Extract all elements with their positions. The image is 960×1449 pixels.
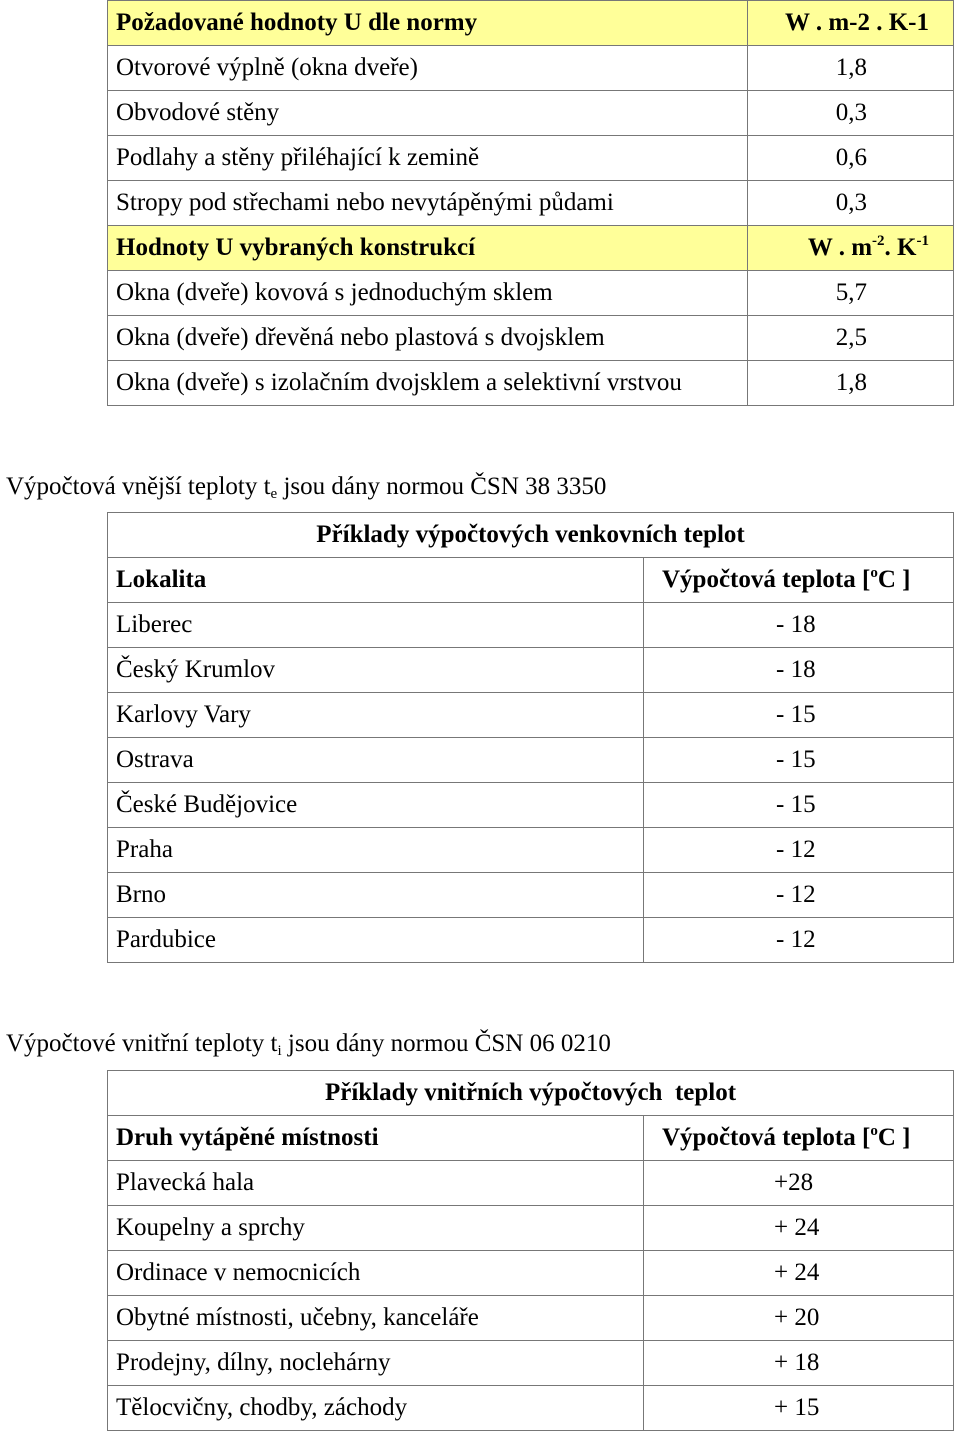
row-value: 0,6: [748, 136, 954, 181]
temperature-value: - 12: [644, 828, 954, 873]
table-row: [108, 873, 954, 918]
column-header-temperature: Výpočtová teplota [$^o$C ]: [644, 558, 954, 603]
row-label: Otvorové výplně (okna dveře): [108, 46, 748, 91]
table-row: [108, 271, 954, 316]
room-type: Tělocvičny, chodby, záchody: [108, 1386, 644, 1431]
row-label: Okna (dveře) kovová s jednoduchým sklem: [108, 271, 748, 316]
table-row: [108, 1116, 954, 1161]
required-values-header: Požadované hodnoty U dle normy: [108, 1, 748, 46]
room-type: Koupelny a sprchy: [108, 1206, 644, 1251]
selected-values-header: Hodnoty U vybraných konstrukcí: [108, 226, 748, 271]
table-row: [108, 558, 954, 603]
table-row: [108, 181, 954, 226]
room-type: Ordinace v nemocnicích: [108, 1251, 644, 1296]
location-name: Brno: [108, 873, 644, 918]
temperature-value: - 15: [644, 783, 954, 828]
room-type: Obytné místnosti, učebny, kanceláře: [108, 1296, 644, 1341]
row-label: Okna (dveře) dřevěná nebo plastová s dvojsklem: [108, 316, 748, 361]
row-value: 0,3: [748, 91, 954, 136]
table-row: [108, 693, 954, 738]
table-row: [108, 783, 954, 828]
table-row: [108, 1296, 954, 1341]
row-label: Podlahy a stěny přiléhající k zemině: [108, 136, 748, 181]
temperature-value: - 15: [644, 738, 954, 783]
table-row: [108, 1071, 954, 1116]
location-name: Český Krumlov: [108, 648, 644, 693]
row-value: 1,8: [748, 46, 954, 91]
table-row: [108, 46, 954, 91]
column-header-temperature: Výpočtová teplota [$^o$C ]: [644, 1116, 954, 1161]
table-row: [108, 316, 954, 361]
table-row: [108, 91, 954, 136]
table-row: [108, 828, 954, 873]
row-value: 2,5: [748, 316, 954, 361]
temperature-value: +28: [644, 1161, 954, 1206]
temperature-value: - 12: [644, 918, 954, 963]
indoor-intro: Výpočtové vnitřní teploty $t_i$ jsou dány normou ČSN 06 0210: [6, 1030, 611, 1059]
location-name: Liberec: [108, 603, 644, 648]
table-row: [108, 1, 954, 46]
location-name: České Budějovice: [108, 783, 644, 828]
row-label: Okna (dveře) s izolačním dvojsklem a selektivní vrstvou: [108, 361, 748, 406]
row-label: Obvodové stěny: [108, 91, 748, 136]
table-row: [108, 918, 954, 963]
temperature-value: + 18: [644, 1341, 954, 1386]
table-row: [108, 1386, 954, 1431]
temperature-value: + 24: [644, 1206, 954, 1251]
u-values-table: [107, 0, 954, 406]
row-value: 1,8: [748, 361, 954, 406]
outdoor-intro: Výpočtová vnější teploty $t_e$ jsou dány normou ČSN 38 3350: [6, 473, 607, 502]
row-value: 5,7: [748, 271, 954, 316]
selected-values-unit: W . $m^{-2}$. $K^{-1}$: [748, 226, 954, 271]
table-row: [108, 226, 954, 271]
table-row: [108, 1161, 954, 1206]
table-row: [108, 738, 954, 783]
room-type: Plavecká hala: [108, 1161, 644, 1206]
temperature-value: + 15: [644, 1386, 954, 1431]
location-name: Praha: [108, 828, 644, 873]
temperature-value: + 24: [644, 1251, 954, 1296]
table-row: [108, 603, 954, 648]
row-label: Stropy pod střechami nebo nevytápěnými půdami: [108, 181, 748, 226]
temperature-value: + 20: [644, 1296, 954, 1341]
required-values-unit: W . m-2 . K-1: [748, 1, 954, 46]
outdoor-temperatures-table: [107, 512, 954, 963]
table-row: [108, 1341, 954, 1386]
room-type: Prodejny, dílny, noclehárny: [108, 1341, 644, 1386]
table-row: [108, 361, 954, 406]
column-header-location: Lokalita: [108, 558, 644, 603]
row-value: 0,3: [748, 181, 954, 226]
table-row: [108, 1251, 954, 1296]
table-row: [108, 648, 954, 693]
outdoor-caption: Příklady výpočtových venkovních teplot: [108, 513, 954, 558]
indoor-caption: Příklady vnitřních výpočtových teplot: [108, 1071, 954, 1116]
temperature-value: - 18: [644, 648, 954, 693]
indoor-temperatures-table: [107, 1070, 954, 1431]
column-header-room-type: Druh vytápěné místnosti: [108, 1116, 644, 1161]
location-name: Karlovy Vary: [108, 693, 644, 738]
table-row: [108, 136, 954, 181]
location-name: Pardubice: [108, 918, 644, 963]
temperature-value: - 12: [644, 873, 954, 918]
temperature-value: - 18: [644, 603, 954, 648]
location-name: Ostrava: [108, 738, 644, 783]
temperature-value: - 15: [644, 693, 954, 738]
table-row: [108, 1206, 954, 1251]
table-row: [108, 513, 954, 558]
